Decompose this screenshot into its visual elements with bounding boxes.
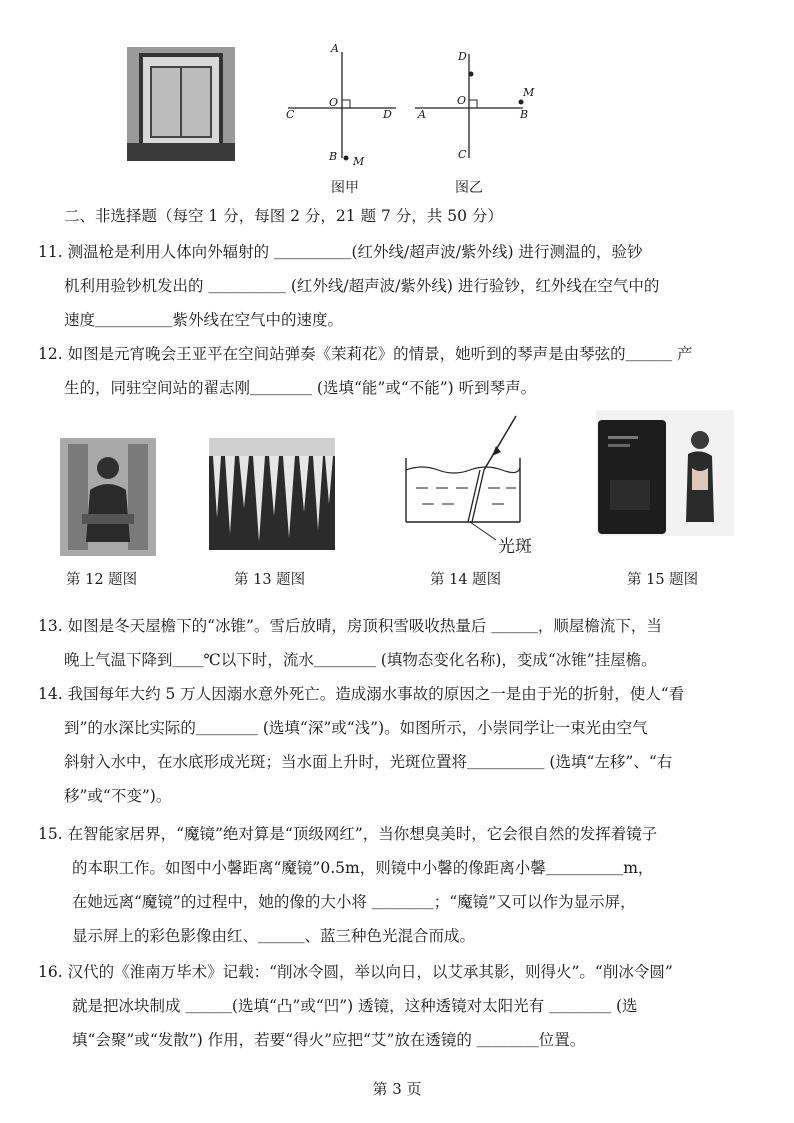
q11-line-2: 机利用验钞机发出的 ＿＿＿＿＿ (红外线/超声波/紫外线) 进行验钞，红外线在空气中的 [64, 277, 660, 295]
q15-line-1: 15. 在智能家居界，“魔镜”绝对算是“顶级网红”，当你想臭美时，它会很自然的发挥着镜子 [38, 825, 658, 843]
q14-line-4: 移”或“不变”)。 [64, 787, 172, 805]
jia-label-o: O [329, 96, 339, 109]
q16-line-3: 填“会聚”或“发散”) 作用，若要“得火”应把“艾”放在透镜的 ＿＿＿＿位置。 [72, 1031, 586, 1049]
page-footer: 第 3 页 [372, 1080, 422, 1098]
q16-line-2: 就是把冰块制成 ＿＿＿(选填“凸”或“凹”) 透镜，这种透镜对太阳光有 ＿＿＿＿ (选 [72, 997, 638, 1015]
q13-line-2: 晚上气温下降到＿＿℃以下时，流水＿＿＿＿ (填物态变化名称)，变成“冰锥”挂屋檐。 [64, 651, 657, 669]
yi-label-c: C [458, 148, 467, 161]
q14-line-2: 到”的水深比实际的＿＿＿＿ (选填“深”或“浅”)。如图所示，小崇同学让一束光由空气 [64, 719, 648, 737]
caption-q13: 第 13 题图 [234, 572, 306, 588]
yi-label-o: O [457, 94, 467, 107]
q16-line-1: 16. 汉代的《淮南万毕术》记载：“削冰令圆，举以向日，以艾承其影，则得火”。“削冰令圆” [38, 963, 673, 981]
diagram-jia-caption: 图甲 [331, 180, 359, 196]
q14-light-spot-label: 光斑 [498, 537, 532, 557]
q15-magic-mirror-photo [596, 410, 734, 536]
q15-line-2: 的本职工作。如图中小馨距离“魔镜”0.5m，则镜中小馨的像距离小馨＿＿＿＿＿m， [72, 859, 654, 877]
caption-q12: 第 12 题图 [66, 572, 138, 588]
q11-line-1: 11. 测温枪是利用人体向外辐射的 ＿＿＿＿＿(红外线/超声波/紫外线) 进行测温的，验钞 [38, 243, 643, 261]
q11-line-3: 速度＿＿＿＿＿紫外线在空气中的速度。 [64, 311, 344, 329]
caption-q15: 第 15 题图 [627, 572, 699, 588]
yi-label-m: M [523, 86, 535, 99]
yi-label-b: B [520, 108, 529, 121]
jia-label-c: C [286, 108, 295, 121]
jia-label-b: B [329, 150, 338, 163]
jia-label-m: M [353, 155, 365, 168]
revolving-door-drawing [127, 47, 235, 161]
q12-photo [60, 438, 156, 556]
diagram-yi-caption: 图乙 [455, 180, 483, 196]
q12-line-1: 12. 如图是元宵晚会王亚平在空间站弹奏《茉莉花》的情景，她听到的琴声是由琴弦的＿＿＿ 产 [38, 345, 693, 363]
q15-line-4: 显示屏上的彩色影像由红、＿＿＿、蓝三种色光混合而成。 [72, 927, 476, 945]
q15-line-3: 在她远离“魔镜”的过程中，她的像的大小将 ＿＿＿＿；“魔镜”又可以作为显示屏， [72, 893, 636, 911]
jia-label-a: A [331, 42, 339, 55]
section-title: 二、非选择题（每空 1 分，每图 2 分，21 题 7 分，共 50 分） [64, 207, 503, 225]
diagram-yi [415, 40, 535, 200]
caption-q14: 第 14 题图 [430, 572, 502, 588]
yi-label-d: D [458, 50, 467, 63]
q13-line-1: 13. 如图是冬天屋檐下的“冰锥”。雪后放晴，房顶积雪吸收热量后 ＿＿＿，顺屋檐流下，当 [38, 617, 662, 635]
q12-line-2: 生的，同驻空间站的翟志刚＿＿＿＿ (选填“能”或“不能”) 听到琴声。 [64, 379, 537, 397]
q14-line-3: 斜射入水中，在水底形成光斑；当水面上升时，光斑位置将＿＿＿＿＿ (选填“左移”、“右 [64, 753, 673, 771]
jia-label-d: D [383, 108, 392, 121]
yi-label-a: A [418, 108, 426, 121]
q14-refraction-diagram [402, 410, 532, 550]
q14-line-1: 14. 我国每年大约 5 万人因溺水意外死亡。造成溺水事故的原因之一是由于光的折射，使人“看 [38, 685, 685, 703]
revolving-door-photo [127, 47, 235, 161]
diagram-jia [280, 40, 400, 200]
q13-icicle-photo [209, 438, 335, 550]
